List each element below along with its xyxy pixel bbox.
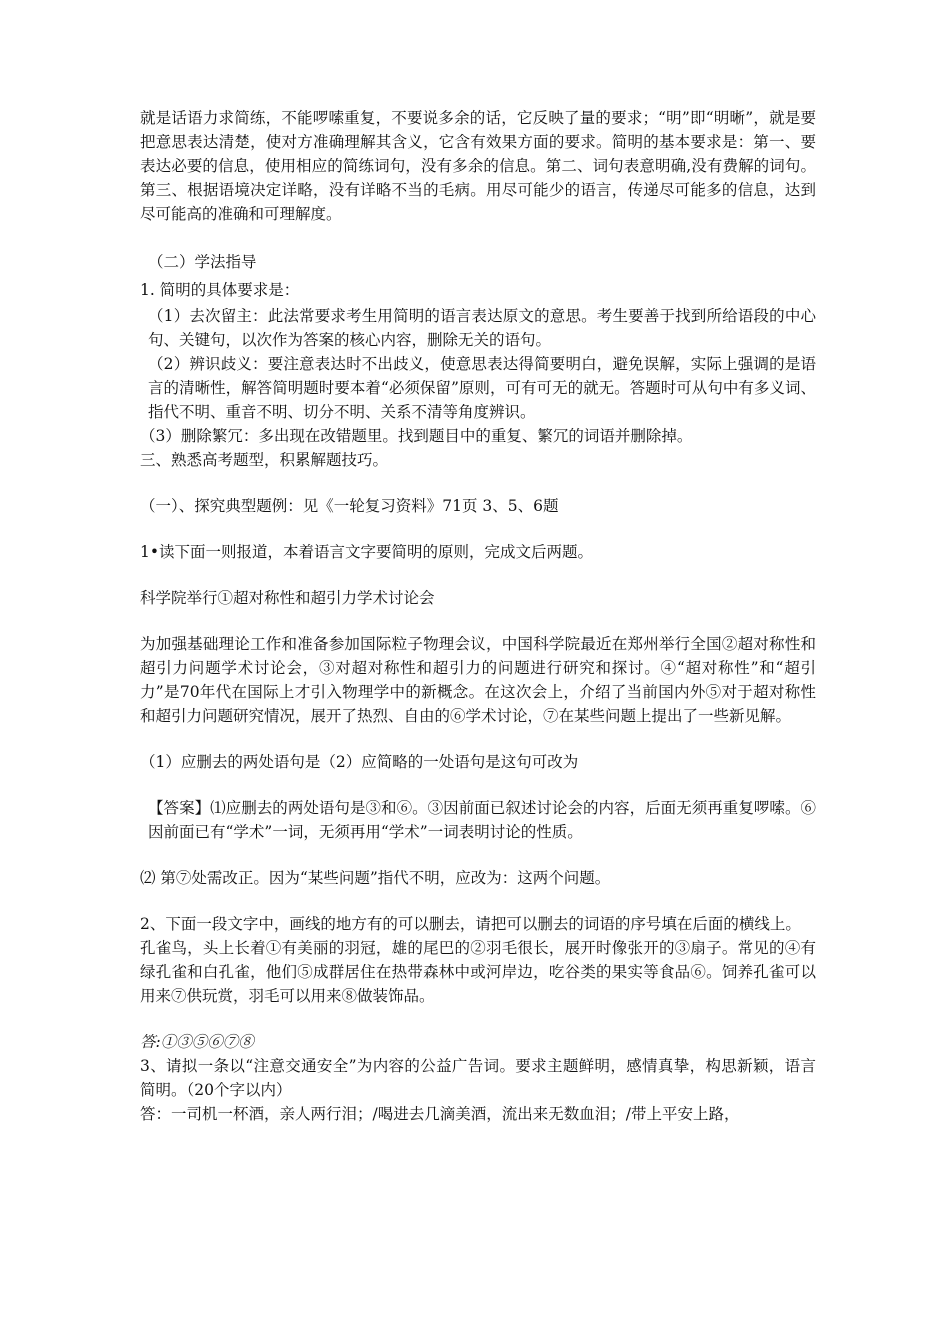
intro-paragraph: 就是话语力求简练，不能啰嗦重复，不要说多余的话，它反映了量的要求；“明”即“明晰”，就是要把意思表达清楚，使对方准确理解其含义，它含有效果方面的要求。简明的基本要求是：第一、要表达必要的信息，使用相应的简练词句，没有多余的信息。第二、词句表意明确,没有费解的词句。第三、根据语境决定详略，没有详略不当的毛病。用尽可能少的语言，传递尽可能多的信息，达到尽可能高的准确和可理解度。: [140, 109, 816, 223]
question-1-answer-2: ⑵ 第⑦处需改正。因为“某些问题”指代不明，应改为：这两个问题。: [140, 869, 611, 887]
question-1-passage: 为加强基础理论工作和准备参加国际粒子物理会议，中国科学院最近在郑州举行全国②超对称性和超引力问题学术讨论会，③对超对称性和超引力的问题进行研究和探讨。④“超对称性”和“超引力”是70年代在国际上才引入物理学中的新概念。在这次会上，介绍了当前国内外⑤对于超对称性和超引力问题研究情况，展开了热烈、自由的⑥学术讨论，⑦在某些问题上提出了一些新见解。: [140, 635, 816, 725]
requirement-2: （2）辨识歧义：要注意表达时不出歧义，使意思表达得简要明白，避免误解，实际上强调的是语言的清晰性，解答简明题时要本着“必须保留”原则，可有可无的就无。答题时可从句中有多义词、指代不明、重音不明、切分不明、关系不清等角度辨识。: [148, 355, 816, 421]
question-3-answer: 答：一司机一杯酒，亲人两行泪；/喝进去几滴美酒，流出来无数血泪；/带上平安上路，: [140, 1105, 740, 1123]
requirement-1: （1）去次留主：此法常要求考生用简明的语言表达原文的意思。考生要善于找到所给语段的中心句、关键句，以次作为答案的核心内容，删除无关的语句。: [148, 307, 816, 349]
question-1-answer-1: 【答案】⑴应删去的两处语句是③和⑥。③因前面已叙述讨论会的内容，后面无须再重复啰嗦。⑥因前面已有“学术”一词，无须再用“学术”一词表明讨论的性质。: [148, 799, 816, 841]
question-2-passage: 孔雀鸟，头上长着①有美丽的羽冠，雄的尾巴的②羽毛很长，展开时像张开的③扇子。常见的④有绿孔雀和白孔雀，他们⑤成群居住在热带森林中或河岸边，吃谷类的果实等食品⑥。饲养孔雀可以用来⑦供玩赏，羽毛可以用来⑧做装饰品。: [140, 939, 816, 1005]
section-heading-study-method: （二）学法指导: [148, 253, 257, 271]
question-1-prompt: 1•读下面一则报道，本着语言文字要简明的原则，完成文后两题。: [140, 543, 594, 561]
examples-heading: （一）、探究典型题例：见《一轮复习资料》71页 3、5、6题: [140, 497, 559, 515]
question-1-headline: 科学院举行①超对称性和超引力学术讨论会: [140, 589, 435, 607]
requirements-heading: 1. 简明的具体要求是：: [140, 281, 300, 299]
question-3-prompt: 3、请拟一条以“注意交通安全”为内容的公益广告词。要求主题鲜明，感情真挚，构思新颖，语言简明。（20个字以内）: [140, 1057, 816, 1099]
question-1-subquestions: （1）应删去的两处语句是（2）应简略的一处语句是这句可改为: [140, 753, 579, 771]
section-heading-exam-types: 三、熟悉高考题型，积累解题技巧。: [140, 451, 389, 469]
question-2-prompt: 2、下面一段文字中，画线的地方有的可以删去，请把可以删去的词语的序号填在后面的横线上。: [140, 915, 801, 933]
document-page: [140, 106, 816, 1126]
question-2-answer: 答:①③⑤⑥⑦⑧: [140, 1033, 254, 1051]
requirement-3: （3）删除繁冗：多出现在改错题里。找到题目中的重复、繁冗的词语并删除掉。: [140, 427, 693, 445]
